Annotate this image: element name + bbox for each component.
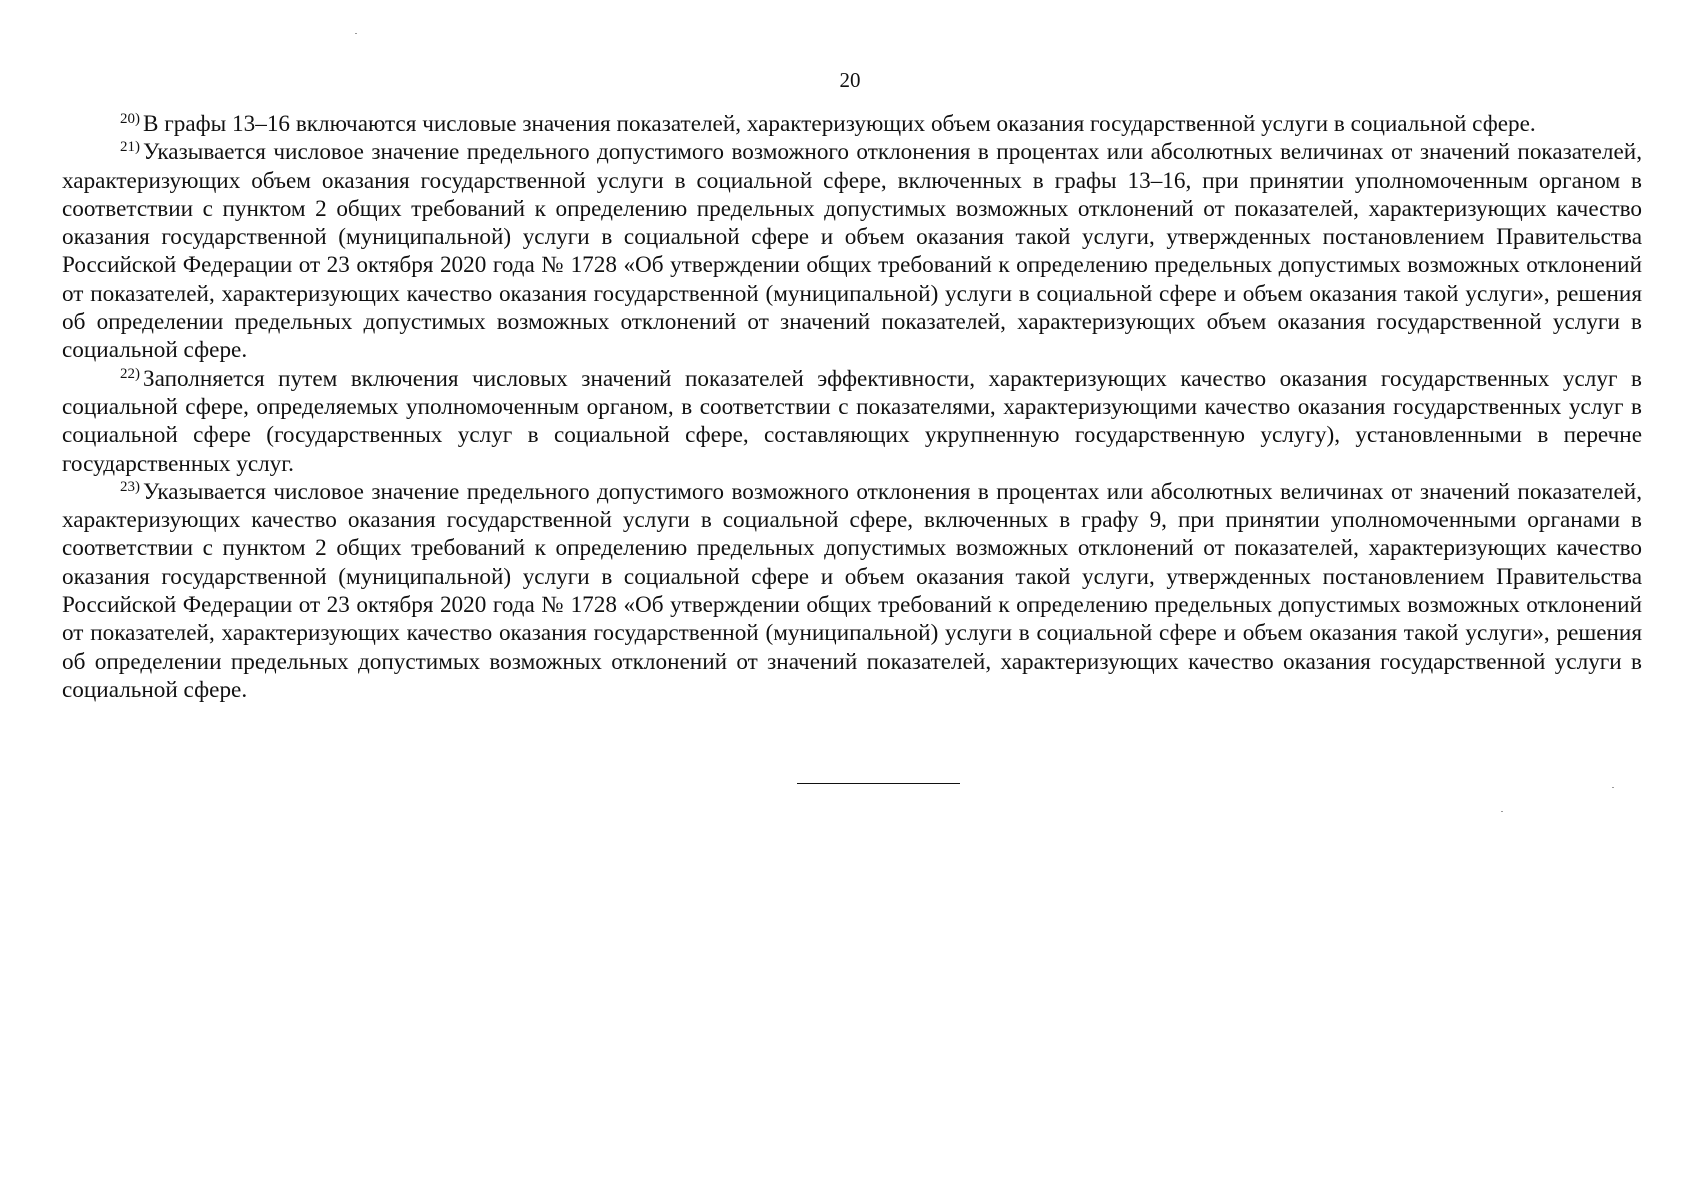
footnote-text: Указывается числовое значение предельного допустимого возможного отклонения в процентах или абсолютных величинах от значений показателей, характеризующих объем оказания государственной услуги в социальной сфере, включенных в графы 13–16, при принятии уполномоченным органом в соответствии с пунктом 2 общих требований к определению предельных допустимых возможных отклонений от показателей, характеризующих качество оказания государственной (муниципальной) услуги в социальной сфере и объем оказания такой услуги, утвержденных постановлением Правительства Российской Федерации от 23 октября 2020 года № 1728 «Об утверждении общих требований к определению предельных допустимых возможных отклонений от показателей, характеризующих качество оказания государственной (муниципальной) услуги в социальной сфере и объем оказания такой услуги», решения об определении предельных допустимых возможных отклонений от значений показателей, характеризующих объем оказания государственной услуги в социальной сфере.: [62, 139, 1642, 364]
footnote-marker: 20): [120, 111, 140, 127]
footnote-marker: 22): [120, 365, 140, 382]
footnotes-block: [62, 110, 1642, 704]
scan-speck: [1501, 811, 1503, 812]
footnote-marker: 21): [120, 139, 140, 156]
footnote-21: [62, 138, 1642, 364]
footnote-23: [62, 478, 1642, 704]
end-separator-line: [797, 783, 960, 784]
footnote-text: В графы 13–16 включаются числовые значения показателей, характеризующих объем оказания государственной услуги в социальной сфере.: [143, 111, 1536, 137]
footnote-text: Указывается числовое значение предельного допустимого возможного отклонения в процентах или абсолютных величинах от значений показателей, характеризующих качество оказания государственной услуги в социальной сфере, включенных в графу 9, при принятии уполномоченными органами в соответствии с пунктом 2 общих требований к определению предельных допустимых возможных отклонений от показателей, характеризующих качество оказания государственной (муниципальной) услуги в социальной сфере и объем оказания такой услуги, утвержденных постановлением Правительства Российской Федерации от 23 октября 2020 года № 1728 «Об утверждении общих требований к определению предельных допустимых возможных отклонений от показателей, характеризующих качество оказания государственной (муниципальной) услуги в социальной сфере и объем оказания такой услуги», решения об определении предельных допустимых возможных отклонений от значений показателей, характеризующих качество оказания государственной услуги в социальной сфере.: [62, 478, 1642, 703]
footnote-text: Заполняется путем включения числовых значений показателей эффективности, характеризующих качество оказания государственных услуг в социальной сфере, определяемых уполномоченным органом, в соответствии с показателями, характеризующими качество оказания государственных услуг в социальной сфере (государственных услуг в социальной сфере, составляющих укрупненную государственную услугу), установленными в перечне государственных услуг.: [62, 365, 1642, 477]
scan-speck: [1612, 787, 1614, 788]
page-number: 20: [839, 68, 861, 92]
footnote-22: [62, 365, 1642, 478]
footnote-marker: 23): [120, 478, 140, 495]
footnote-20: [62, 110, 1642, 138]
scan-speck: [355, 33, 357, 34]
